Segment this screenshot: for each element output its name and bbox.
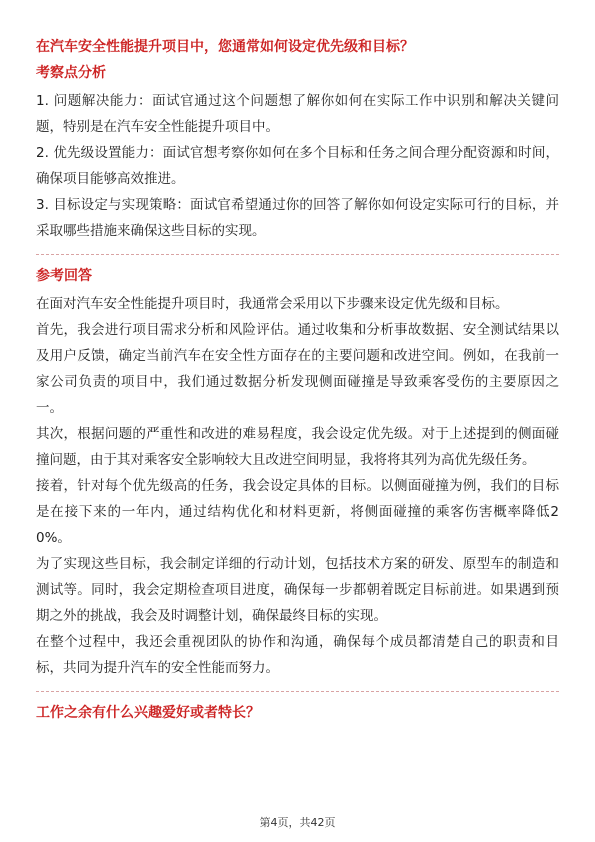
section-divider: [36, 254, 559, 255]
answer-paragraph: 为了实现这些目标，我会制定详细的行动计划，包括技术方案的研发、原型车的制造和测试等。同时，我会定期检查项目进度，确保每一步都朝着既定目标前进。如果遇到预期之外的挑战，我会及时调整计划，确保最终目标的实现。: [36, 556, 559, 624]
question-heading: 在汽车安全性能提升项目中，您通常如何设定优先级和目标？: [36, 39, 414, 55]
answer-heading: 参考回答: [36, 268, 92, 284]
answer-paragraph: 在面对汽车安全性能提升项目时，我通常会采用以下步骤来设定优先级和目标。: [36, 296, 509, 312]
analysis-heading: 考察点分析: [36, 65, 106, 81]
analysis-item: 1. 问题解决能力：面试官通过这个问题想了解你如何在实际工作中识别和解决关键问题，特别是在汽车安全性能提升项目中。: [36, 93, 559, 135]
section-divider: [36, 691, 559, 692]
analysis-item: 3. 目标设定与实现策略：面试官希望通过你的回答了解你如何设定实际可行的目标，并采取哪些措施来确保这些目标的实现。: [36, 197, 559, 239]
answer-paragraph: 在整个过程中，我还会重视团队的协作和沟通，确保每个成员都清楚自己的职责和目标，共同为提升汽车的安全性能而努力。: [36, 634, 559, 676]
analysis-item: 2. 优先级设置能力：面试官想考察你如何在多个目标和任务之间合理分配资源和时间，确保项目能够高效推进。: [36, 145, 559, 187]
page-number: 第4页，共42页: [259, 816, 336, 829]
answer-paragraph: 首先，我会进行项目需求分析和风险评估。通过收集和分析事故数据、安全测试结果以及用户反馈，确定当前汽车在安全性方面存在的主要问题和改进空间。例如，在我前一家公司负责的项目中，我们通过数据分析发现侧面碰撞是导致乘客受伤的主要原因之一。: [36, 322, 559, 416]
answer-paragraph: 其次，根据问题的严重性和改进的难易程度，我会设定优先级。对于上述提到的侧面碰撞问题，由于其对乘客安全影响较大且改进空间明显，我将将其列为高优先级任务。: [36, 426, 559, 468]
question-heading: 工作之余有什么兴趣爱好或者特长？: [36, 705, 260, 721]
page-content: [36, 36, 559, 728]
answer-paragraph: 接着，针对每个优先级高的任务，我会设定具体的目标。以侧面碰撞为例，我们的目标是在接下来的一年内，通过结构优化和材料更新，将侧面碰撞的乘客伤害概率降低20%。: [36, 478, 559, 546]
